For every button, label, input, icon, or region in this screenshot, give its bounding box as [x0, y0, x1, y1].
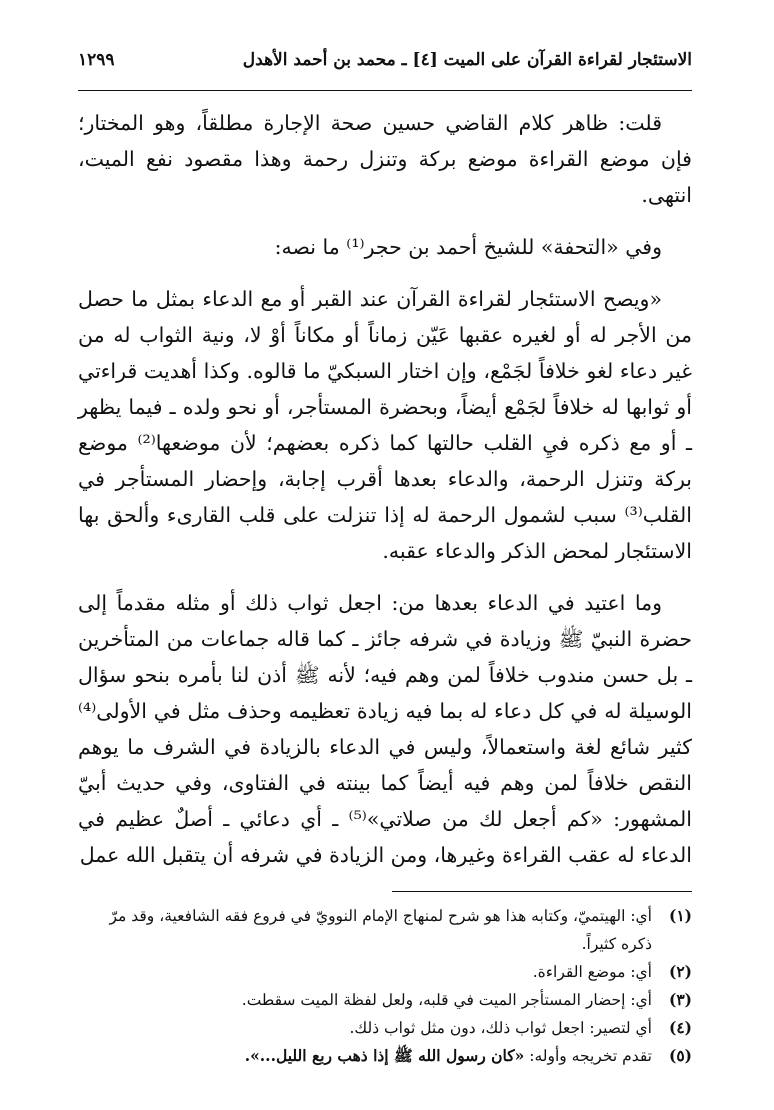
footnote-2 — [78, 958, 692, 986]
paragraph-1: قلت: ظاهر كلام القاضي حسين صحة الإجارة مطلقاً، وهو المختار؛ فإن موضع القراءة موضع بركة وتنزل رحمة وهذا مقصود نفع الميت، انتهى. — [78, 111, 692, 207]
footnote-number: (٢) — [668, 962, 692, 981]
footnote-5 — [78, 1042, 692, 1070]
paragraph-gap — [78, 213, 692, 229]
paragraph-4: وما اعتيد في الدعاء بعدها من: اجعل ثواب ذلك أو مثله مقدماً إلى حضرة النبيّ ﷺ وزيادة في شرفه جائز ـ كما قاله جماعات من المتأخرين ـ بل حسن مندوب خلافاً لمن وهم فيه؛ لأنه ﷺ أذن لنا بأمره بنحو سؤال الوسيلة له في كل دعاء له بما فيه زيادة تعظيمه وحذف مثل في الأولى⁽⁴⁾ كثير شائع لغة واستعمالاً، وليس في الدعاء بالزيادة في الشرف ما يوهم النقص خلافاً لمن وهم فيه أيضاً كما بينته في الفتاوى، وفي حديث أبيّ المشهور: «كم أجعل لك من صلاتي»⁽⁵⁾ ـ أي دعائي ـ أصلٌ عظيم في الدعاء له عقب القراءة وغيرها، ومن الزيادة في شرفه أن يتقبل الله عمل — [78, 591, 692, 867]
footnote-number: (٣) — [668, 990, 692, 1009]
footnote-text-plain: تقدم تخريجه وأوله: — [524, 1047, 652, 1065]
footnote-rule — [392, 891, 692, 892]
footnote-1 — [78, 902, 692, 958]
footnote-text: أي: إحضار المستأجر الميت في قلبه، ولعل لفظة الميت سقطت. — [241, 991, 652, 1009]
footnote-text: أي لتصير: اجعل ثواب ذلك، دون مثل ثواب ذلك. — [349, 1019, 652, 1037]
footnote-number: (١) — [668, 906, 692, 925]
running-header — [78, 50, 692, 84]
footnote-quote: «كان رسول الله ﷺ إذا ذهب ربع الليل...». — [244, 1046, 525, 1065]
header-rule — [78, 90, 692, 91]
paragraph-2: وفي «التحفة» للشيخ أحمد بن حجر⁽¹⁾ ما نصه: — [274, 235, 662, 259]
running-title: الاستئجار لقراءة القرآن على الميت [٤] ـ محمد بن أحمد الأهدل — [242, 50, 692, 70]
footnote-number: (٥) — [668, 1046, 692, 1065]
footnotes — [78, 902, 692, 1070]
footnote-4 — [78, 1014, 692, 1042]
footnote-text: أي: موضع القراءة. — [532, 963, 652, 981]
footnote-text: أي: الهيتميّ، وكتابه هذا هو شرح لمنهاج الإمام النوويّ في فروع فقه الشافعية، وقد مرّ ذكره كثيراً. — [109, 907, 652, 953]
footnote-text — [78, 1042, 652, 1070]
paragraph-gap — [78, 265, 692, 281]
page-number: ١٢٩٩ — [78, 50, 115, 70]
paragraph-3: «ويصح الاستئجار لقراءة القرآن عند القبر أو مع الدعاء بمثل ما حصل من الأجر له أو لغيره عقبها عَيّن زماناً أو مكاناً أوْ لا، ونية الثواب له من غير دعاء لغو خلافاً لجَمْع، وإن اختار السبكيّ ما قالوه. وكذا أهديت قراءتي أو ثوابها له خلافاً لجَمْع أيضاً، وبحضرة المستأجر، أو نحو ولده ـ فيما يظهر ـ أو مع ذكره فيِ القلب حالتها كما ذكره بعضهم؛ لأن موضعها⁽²⁾ موضع بركة وتنزل الرحمة، والدعاء بعدها أقرب إجابة، وإحضار المستأجر في القلب⁽³⁾ سبب لشمول الرحمة له إذا تنزلت على قلب القارىء وألحق بها الاستئجار لمحض الذكر والدعاء عقبه. — [78, 287, 692, 563]
footnote-number: (٤) — [668, 1018, 692, 1037]
main-text — [78, 105, 692, 873]
paragraph-gap — [78, 569, 692, 585]
footnote-3 — [78, 986, 692, 1014]
